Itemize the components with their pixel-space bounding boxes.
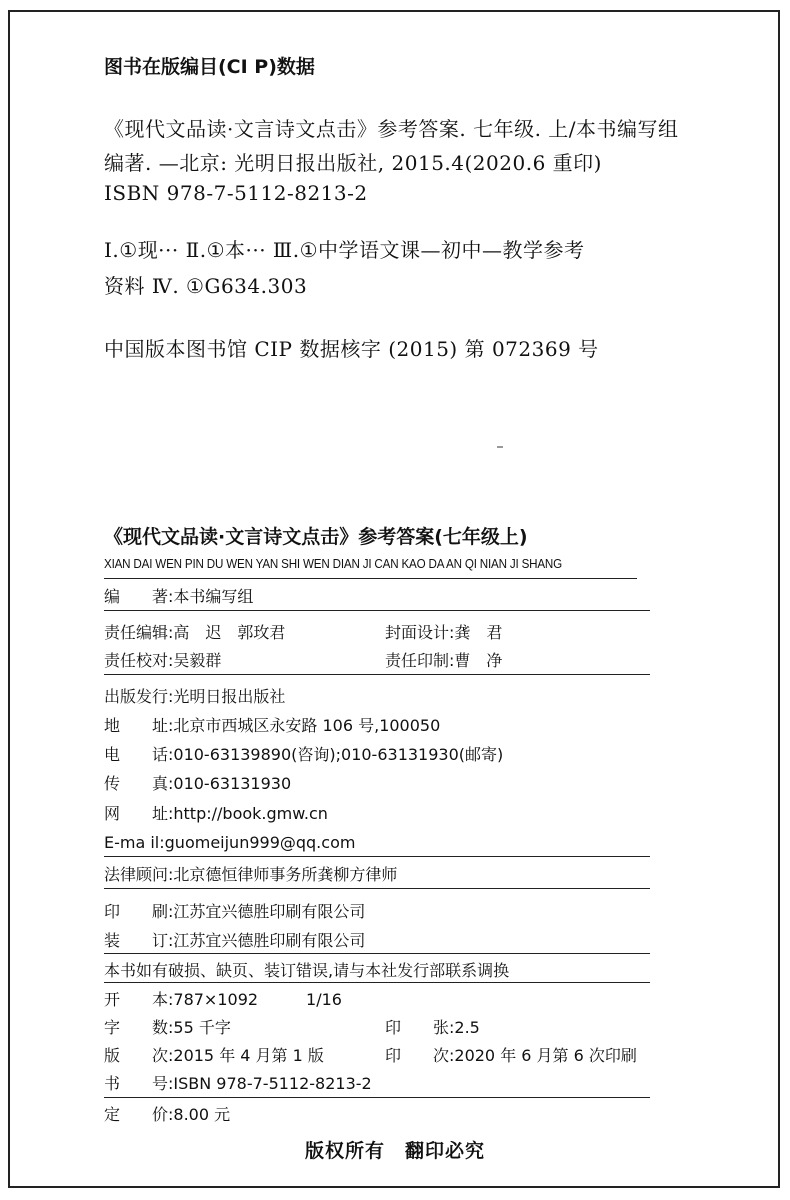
cip-line-5: 资料 Ⅳ. ①G634.303 [104, 274, 308, 298]
divider [104, 1097, 650, 1098]
divider [104, 982, 650, 983]
phone-row: 电 话:010-63139890(咨询);010-63131930(邮寄) [104, 745, 504, 764]
word-count-row: 字 数:55 千字 [104, 1018, 231, 1037]
cip-line-1: 《现代文品读·文言诗文点击》参考答案. 七年级. 上/本书编写组 [104, 117, 679, 141]
binder-row: 装 订:江苏宜兴德胜印刷有限公司 [104, 931, 366, 950]
book-title: 《现代文品读·文言诗文点击》参考答案(七年级上) [104, 526, 528, 548]
cover-design-row: 封面设计:龚 君 [385, 623, 503, 642]
lawyer-row: 法律顾问:北京德恒律师事务所龚柳方律师 [104, 865, 398, 884]
website-row: 网 址:http://book.gmw.cn [104, 804, 328, 823]
divider [104, 610, 650, 611]
format-row: 开 本:787×1092 1/16 [104, 990, 342, 1009]
cip-heading: 图书在版编目(CI P)数据 [104, 56, 315, 78]
book-title-pinyin: XIAN DAI WEN PIN DU WEN YAN SHI WEN DIAN JI CAN KAO DA AN QI NIAN JI SHANG [104, 557, 562, 571]
sheets-row: 印 张:2.5 [385, 1018, 480, 1037]
scan-speck [497, 446, 503, 448]
author-row: 编 著:本书编写组 [104, 587, 254, 606]
cip-line-2: 编著. —北京: 光明日报出版社, 2015.4(2020.6 重印) [104, 151, 602, 175]
divider [104, 674, 650, 675]
isbn-row: 书 号:ISBN 978-7-5112-8213-2 [104, 1074, 372, 1093]
publisher-row: 出版发行:光明日报出版社 [104, 687, 286, 706]
address-row: 地 址:北京市西城区永安路 106 号,100050 [104, 716, 441, 735]
edition-row: 版 次:2015 年 4 月第 1 版 [104, 1046, 324, 1065]
cip-line-4: Ⅰ.①现··· Ⅱ.①本··· Ⅲ.①中学语文课—初中—教学参考 [104, 238, 585, 262]
notice-row: 本书如有破损、缺页、装订错误,请与本社发行部联系调换 [104, 961, 510, 980]
divider [104, 888, 650, 889]
divider [104, 578, 637, 579]
proofread-row: 责任校对:吴毅群 [104, 651, 222, 670]
divider [104, 856, 650, 857]
copyright-notice: 版权所有 翻印必究 [304, 1140, 485, 1162]
price-row: 定 价:8.00 元 [104, 1105, 231, 1124]
email-row: E-ma il:guomeijun999@qq.com [104, 833, 356, 852]
divider [104, 953, 650, 954]
editor-row: 责任编辑:高 迟 郭玫君 [104, 623, 286, 642]
cip-line-6: 中国版本图书馆 CIP 数据核字 (2015) 第 072369 号 [104, 337, 599, 361]
printing-row: 印 次:2020 年 6 月第 6 次印刷 [385, 1046, 637, 1065]
fax-row: 传 真:010-63131930 [104, 774, 292, 793]
printer-row: 印 刷:江苏宜兴德胜印刷有限公司 [104, 902, 366, 921]
cip-line-3: ISBN 978-7-5112-8213-2 [104, 181, 368, 205]
print-manager-row: 责任印制:曹 净 [385, 651, 503, 670]
